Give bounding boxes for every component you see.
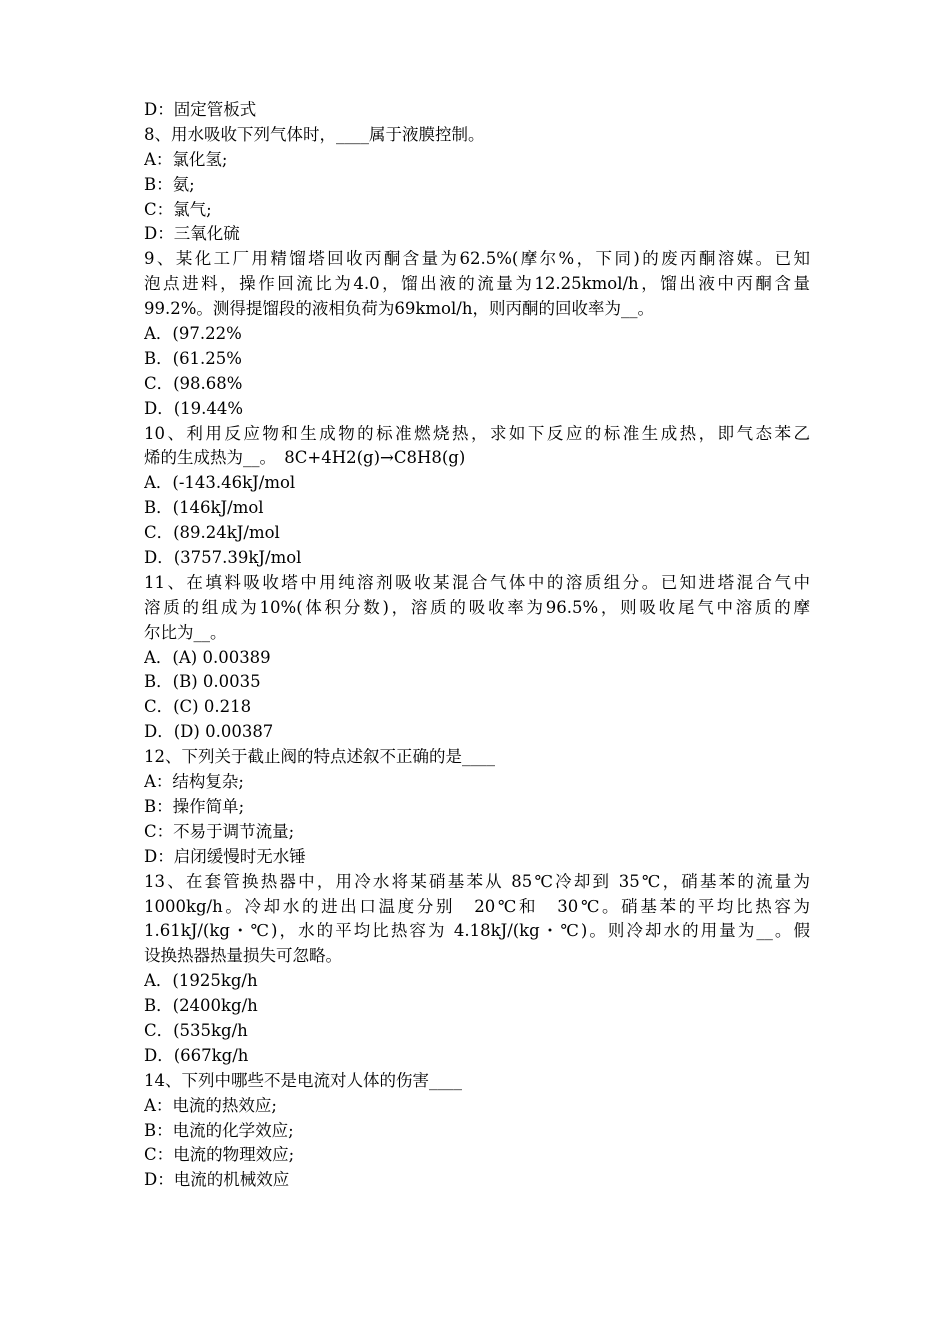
question-8: 8、用水吸收下列气体时，____属于液膜控制。 [144, 124, 485, 144]
option-line: C：不易于调节流量; [144, 821, 295, 841]
option-line: D：电流的机械效应 [144, 1170, 290, 1190]
option-line: D．(D) 0.00387 [144, 722, 274, 742]
option-line: C：氯气; [144, 199, 212, 219]
question-12: 12、下列关于截止阀的特点述叙不正确的是____ [144, 747, 495, 767]
option-line: B：操作简单; [144, 796, 245, 816]
option-line: D：三氧化硫 [144, 224, 240, 244]
question-9-cont: 99.2%。测得提馏段的液相负荷为69kmol/h，则丙酮的回收率为__。 [144, 299, 654, 319]
question-10: 10、利用反应物和生成物的标准燃烧热，求如下反应的标准生成热，即气态苯乙 [144, 423, 810, 443]
question-11-cont: 尔比为__。 [144, 622, 227, 642]
option-line: C．(535kg/h [144, 1020, 248, 1040]
option-line: B．(146kJ/mol [144, 498, 264, 518]
option-line: D：启闭缓慢时无水锤 [144, 846, 306, 866]
option-line: A：氯化氢; [144, 149, 228, 169]
option-line: D．(19.44% [144, 398, 244, 418]
question-13-cont: 1.61kJ/(kg・℃)，水的平均比热容为 4.18kJ/(kg・℃)。则冷却水的用量为__。假 [144, 921, 810, 941]
option-line: B：电流的化学效应; [144, 1120, 294, 1140]
option-line: C：电流的物理效应; [144, 1145, 295, 1165]
option-line: C．(89.24kJ/mol [144, 523, 280, 543]
option-line: A．(1925kg/h [144, 971, 258, 991]
question-11-cont: 溶质的组成为10%(体积分数)，溶质的吸收率为96.5%，则吸收尾气中溶质的摩 [144, 597, 810, 617]
question-9: 9、某化工厂用精馏塔回收丙酮含量为62.5%(摩尔%，下同)的废丙酮溶媒。已知 [144, 249, 810, 269]
option-line: B．(2400kg/h [144, 996, 258, 1016]
question-13-cont: 设换热器热量损失可忽略。 [144, 946, 342, 966]
question-14: 14、下列中哪些不是电流对人体的伤害____ [144, 1070, 462, 1090]
option-line: A．(97.22% [144, 324, 242, 344]
option-line: A：电流的热效应; [144, 1095, 277, 1115]
text-line: D：固定管板式 [144, 100, 257, 119]
question-13-cont: 1000kg/h。冷却水的进出口温度分别 20℃和 30℃。硝基苯的平均比热容为 [144, 896, 810, 916]
option-line: B．(B) 0.0035 [144, 672, 261, 692]
question-11: 11、在填料吸收塔中用纯溶剂吸收某混合气体中的溶质组分。已知进塔混合气中 [144, 572, 810, 592]
option-line: C．(C) 0.218 [144, 697, 252, 717]
option-line: D．(3757.39kJ/mol [144, 548, 302, 568]
question-10-cont: 烯的生成热为__。 8C+4H2(g)→C8H8(g) [144, 448, 466, 468]
option-line: A：结构复杂; [144, 772, 244, 792]
question-13: 13、在套管换热器中，用冷水将某硝基苯从 85℃冷却到 35℃，硝基苯的流量为 [144, 871, 810, 891]
option-line: C．(98.68% [144, 373, 243, 393]
option-line: A．(-143.46kJ/mol [144, 473, 296, 493]
option-line: D．(667kg/h [144, 1045, 249, 1065]
option-line: A．(A) 0.00389 [144, 647, 271, 667]
option-line: B．(61.25% [144, 348, 242, 368]
document-page [144, 98, 810, 1193]
option-line: B：氨; [144, 174, 195, 194]
question-9-cont: 泡点进料，操作回流比为4.0，馏出液的流量为12.25kmol/h，馏出液中丙酮含量 [144, 274, 810, 294]
